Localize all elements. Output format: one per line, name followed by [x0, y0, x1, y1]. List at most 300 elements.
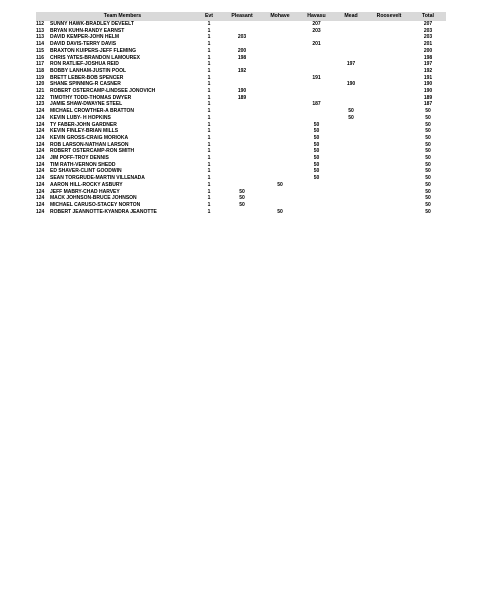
pleasant-score-cell: 200	[237, 47, 247, 54]
mohave-score-cell	[261, 48, 299, 55]
table-row	[36, 28, 446, 35]
pleasant-score-cell	[223, 182, 261, 189]
evt-cell: 1	[207, 34, 211, 41]
pleasant-score-cell: 198	[237, 54, 247, 61]
havasu-score-cell	[299, 34, 334, 41]
table-row	[36, 162, 446, 169]
pleasant-score-cell	[223, 75, 261, 82]
pleasant-score-cell: 203	[237, 34, 247, 41]
team-members-cell: BRYAN KUHN-RANDY EARNST	[50, 27, 125, 34]
havasu-score-cell	[299, 48, 334, 55]
table-row	[36, 128, 446, 135]
total-score-cell: 207	[423, 21, 433, 27]
total-score-cell: 190	[423, 88, 433, 95]
total-score-cell: 50	[425, 168, 431, 175]
roosevelt-score-cell	[368, 122, 410, 129]
pleasant-score-cell: 50	[239, 201, 245, 208]
team-members-cell: CHRIS YATES-BRANDON LAMOUREX	[50, 54, 140, 61]
mohave-score-cell	[261, 68, 299, 75]
evt-cell: 1	[207, 94, 211, 101]
team-members-cell: MICHAEL CARUSO-STACEY NORTON	[50, 201, 141, 208]
pleasant-score-cell	[223, 108, 261, 115]
pleasant-score-cell	[223, 115, 261, 122]
rank-cell: 124	[36, 208, 45, 215]
evt-cell: 1	[207, 148, 211, 155]
pleasant-score-cell	[223, 128, 261, 135]
table-row	[36, 108, 446, 115]
team-members-cell: RON RATLIEF-JOSHUA REID	[50, 61, 119, 68]
mead-score-cell	[334, 48, 368, 55]
table-row	[36, 195, 446, 202]
evt-cell: 1	[207, 201, 211, 208]
table-row	[36, 68, 446, 75]
havasu-score-cell	[299, 81, 334, 88]
pleasant-score-cell: 190	[237, 88, 247, 95]
header-mohave: Mohave	[261, 12, 299, 21]
team-members-cell: DAVID DAVIS-TERRY DAVIS	[50, 41, 117, 48]
mead-score-cell	[334, 34, 368, 41]
total-score-cell: 50	[425, 188, 431, 195]
mohave-score-cell	[261, 202, 299, 209]
header-rank	[36, 12, 50, 21]
team-members-cell: SUNNY HAWK-BRADLEY DEVEELT	[50, 21, 134, 27]
pleasant-score-cell	[223, 162, 261, 169]
mead-score-cell	[334, 95, 368, 102]
table-row	[36, 75, 446, 82]
havasu-score-cell	[299, 182, 334, 189]
havasu-score-cell	[299, 209, 334, 216]
roosevelt-score-cell	[368, 75, 410, 82]
total-score-cell: 203	[423, 34, 433, 41]
pleasant-score-cell	[223, 61, 261, 68]
mead-score-cell: 50	[348, 114, 354, 121]
team-members-cell: TY FABER-JOHN GARDNER	[50, 121, 117, 128]
rank-cell: 124	[36, 195, 45, 202]
table-row	[36, 148, 446, 155]
roosevelt-score-cell	[368, 209, 410, 216]
mead-score-cell	[334, 128, 368, 135]
mohave-score-cell	[261, 41, 299, 48]
mead-score-cell: 197	[346, 61, 356, 68]
total-score-cell: 50	[425, 195, 431, 202]
team-members-cell: MACK JOHNSON-BRUCE JOHNSON	[50, 195, 137, 202]
mead-score-cell	[334, 28, 368, 35]
havasu-score-cell	[299, 115, 334, 122]
mohave-score-cell	[261, 122, 299, 129]
havasu-score-cell: 50	[313, 121, 320, 128]
evt-cell: 1	[207, 74, 211, 81]
evt-cell: 1	[207, 121, 211, 128]
havasu-score-cell	[299, 202, 334, 209]
pleasant-score-cell	[223, 155, 261, 162]
total-score-cell: 50	[425, 175, 431, 182]
rank-cell: 122	[36, 94, 45, 101]
table-row	[36, 34, 446, 41]
table-row	[36, 81, 446, 88]
mead-score-cell	[334, 148, 368, 155]
evt-cell: 1	[207, 114, 211, 121]
mohave-score-cell	[261, 175, 299, 182]
evt-cell: 1	[207, 61, 211, 68]
rank-cell: 113	[36, 34, 45, 41]
havasu-score-cell	[299, 61, 334, 68]
table-row	[36, 41, 446, 48]
roosevelt-score-cell	[368, 48, 410, 55]
pleasant-score-cell	[223, 209, 261, 216]
evt-cell: 1	[207, 67, 211, 74]
roosevelt-score-cell	[368, 21, 410, 28]
total-score-cell: 50	[425, 141, 431, 148]
total-score-cell: 50	[425, 148, 431, 155]
mohave-score-cell	[261, 128, 299, 135]
havasu-score-cell	[299, 195, 334, 202]
pleasant-score-cell: 189	[237, 94, 247, 101]
rank-cell: 120	[36, 81, 45, 88]
rank-cell: 124	[36, 201, 45, 208]
mohave-score-cell	[261, 75, 299, 82]
team-members-cell: ROB LARSON-NATHAN LARSON	[50, 141, 129, 148]
total-score-cell: 50	[425, 201, 431, 208]
roosevelt-score-cell	[368, 135, 410, 142]
pleasant-score-cell	[223, 142, 261, 149]
roosevelt-score-cell	[368, 148, 410, 155]
team-members-cell: ROBERT OSTERCAMP-RON SMITH	[50, 148, 135, 155]
mohave-score-cell: 50	[277, 208, 283, 215]
total-score-cell: 201	[423, 41, 433, 48]
havasu-score-cell	[299, 189, 334, 196]
team-members-cell: JEFF MABRY-CHAD HARVEY	[50, 188, 120, 195]
table-row	[36, 168, 446, 175]
rank-cell: 124	[36, 161, 45, 168]
rank-cell: 124	[36, 175, 45, 182]
mead-score-cell	[334, 195, 368, 202]
table-row	[36, 21, 446, 28]
team-members-cell: SEAN TORGRUDE-MARTIN VILLENADA	[50, 175, 145, 182]
header-row	[36, 12, 446, 21]
roosevelt-score-cell	[368, 95, 410, 102]
evt-cell: 1	[207, 181, 211, 188]
mohave-score-cell	[261, 28, 299, 35]
havasu-score-cell: 50	[313, 161, 320, 168]
table-row	[36, 55, 446, 62]
table-row	[36, 209, 446, 216]
pleasant-score-cell	[223, 101, 261, 108]
evt-cell: 1	[207, 141, 211, 148]
total-score-cell: 187	[423, 101, 433, 108]
roosevelt-score-cell	[368, 155, 410, 162]
total-score-cell: 192	[423, 67, 433, 74]
total-score-cell: 50	[425, 208, 431, 215]
table-row	[36, 88, 446, 95]
roosevelt-score-cell	[368, 28, 410, 35]
evt-cell: 1	[207, 27, 211, 34]
havasu-score-cell: 50	[313, 148, 320, 155]
team-members-cell: KEVIN LUBY- H HOPKINS	[50, 114, 111, 121]
table-row	[36, 95, 446, 102]
havasu-score-cell: 201	[312, 41, 321, 48]
evt-cell: 1	[207, 128, 211, 135]
team-members-cell: MICHAEL CROWTHER-A BRATTON	[50, 108, 134, 115]
roosevelt-score-cell	[368, 115, 410, 122]
roosevelt-score-cell	[368, 182, 410, 189]
evt-cell: 1	[207, 195, 211, 202]
evt-cell: 1	[207, 88, 211, 95]
mohave-score-cell	[261, 34, 299, 41]
havasu-score-cell: 50	[313, 134, 320, 141]
rank-cell: 124	[36, 128, 45, 135]
havasu-score-cell	[299, 95, 334, 102]
evt-cell: 1	[207, 168, 211, 175]
team-members-cell: KEVIN GROSS-CRAIG MORIOKA	[50, 134, 129, 141]
team-members-cell: BOBBY LANHAM-JUSTIN POOL	[50, 67, 127, 74]
pleasant-score-cell: 50	[239, 188, 245, 195]
mohave-score-cell	[261, 108, 299, 115]
total-score-cell: 203	[423, 27, 433, 34]
table-row	[36, 142, 446, 149]
mohave-score-cell	[261, 115, 299, 122]
havasu-score-cell: 191	[312, 74, 321, 81]
rank-cell: 118	[36, 67, 45, 74]
table-row	[36, 135, 446, 142]
table-row	[36, 115, 446, 122]
rank-cell: 116	[36, 54, 45, 61]
pleasant-score-cell	[223, 175, 261, 182]
table-body	[36, 21, 446, 215]
pleasant-score-cell	[223, 21, 261, 28]
pleasant-score-cell	[223, 122, 261, 129]
header-havasu: Havasu	[299, 12, 334, 21]
total-score-cell: 191	[423, 74, 433, 81]
mead-score-cell	[334, 175, 368, 182]
team-members-cell: TIM RATH-VERNON SHEDD	[50, 161, 116, 168]
total-score-cell: 50	[425, 134, 431, 141]
roosevelt-score-cell	[368, 34, 410, 41]
pleasant-score-cell	[223, 41, 261, 48]
evt-cell: 1	[207, 161, 211, 168]
roosevelt-score-cell	[368, 81, 410, 88]
total-score-cell: 50	[425, 155, 431, 162]
mohave-score-cell	[261, 162, 299, 169]
table-row	[36, 61, 446, 68]
mead-score-cell	[334, 68, 368, 75]
roosevelt-score-cell	[368, 68, 410, 75]
mohave-score-cell	[261, 155, 299, 162]
roosevelt-score-cell	[368, 195, 410, 202]
rank-cell: 124	[36, 121, 45, 128]
evt-cell: 1	[207, 175, 211, 182]
roosevelt-score-cell	[368, 162, 410, 169]
havasu-score-cell	[299, 55, 334, 62]
total-score-cell: 50	[425, 161, 431, 168]
roosevelt-score-cell	[368, 101, 410, 108]
havasu-score-cell: 50	[313, 168, 320, 175]
roosevelt-score-cell	[368, 108, 410, 115]
roosevelt-score-cell	[368, 189, 410, 196]
team-members-cell: KEVIN FINLEY-BRIAN MILLS	[50, 128, 119, 135]
total-score-cell: 200	[423, 47, 433, 54]
team-members-cell: JIM POFF-TROY DENNIS	[50, 155, 109, 162]
mohave-score-cell	[261, 168, 299, 175]
mead-score-cell	[334, 88, 368, 95]
mead-score-cell	[334, 189, 368, 196]
pleasant-score-cell: 50	[239, 195, 245, 202]
mohave-score-cell	[261, 135, 299, 142]
mead-score-cell: 190	[346, 81, 356, 88]
total-score-cell: 198	[423, 54, 433, 61]
rank-cell: 121	[36, 88, 45, 95]
evt-cell: 1	[207, 41, 211, 48]
total-score-cell: 197	[423, 61, 433, 68]
team-members-cell: ED SHAVER-CLINT GOODWIN	[50, 168, 122, 175]
team-members-cell: ROBERT OSTERCAMP-LINDSEE JONOVICH	[50, 88, 156, 95]
team-members-cell: AARON HILL-ROCKY ASBURY	[50, 181, 123, 188]
mohave-score-cell	[261, 21, 299, 28]
header-total: Total	[410, 12, 446, 21]
mead-score-cell	[334, 209, 368, 216]
table-row	[36, 182, 446, 189]
total-score-cell: 50	[425, 181, 431, 188]
header-team-members: Team Members	[50, 12, 195, 21]
rank-cell: 124	[36, 141, 45, 148]
mead-score-cell	[334, 182, 368, 189]
evt-cell: 1	[207, 188, 211, 195]
table-header	[36, 12, 446, 21]
mohave-score-cell	[261, 148, 299, 155]
table-row	[36, 155, 446, 162]
total-score-cell: 50	[425, 128, 431, 135]
header-pleasant: Pleasant	[223, 12, 261, 21]
header-evt: Evt	[195, 12, 223, 21]
evt-cell: 1	[207, 208, 211, 215]
mohave-score-cell	[261, 81, 299, 88]
pleasant-score-cell	[223, 81, 261, 88]
table-row	[36, 202, 446, 209]
mohave-score-cell	[261, 195, 299, 202]
mohave-score-cell: 50	[277, 181, 283, 188]
mead-score-cell	[334, 41, 368, 48]
evt-cell: 1	[207, 155, 211, 162]
rank-cell: 124	[36, 155, 45, 162]
havasu-score-cell	[299, 68, 334, 75]
rank-cell: 119	[36, 74, 45, 81]
table-row	[36, 48, 446, 55]
mohave-score-cell	[261, 142, 299, 149]
mead-score-cell	[334, 101, 368, 108]
havasu-score-cell: 50	[313, 141, 320, 148]
evt-cell: 1	[207, 54, 211, 61]
team-members-cell: TIMOTHY TODD-THOMAS DWYER	[50, 94, 132, 101]
mead-score-cell	[334, 55, 368, 62]
total-score-cell: 190	[423, 81, 433, 88]
mead-score-cell	[334, 142, 368, 149]
roosevelt-score-cell	[368, 128, 410, 135]
mohave-score-cell	[261, 189, 299, 196]
mead-score-cell	[334, 135, 368, 142]
roosevelt-score-cell	[368, 55, 410, 62]
roosevelt-score-cell	[368, 175, 410, 182]
mead-score-cell	[334, 75, 368, 82]
rank-cell: 113	[36, 27, 45, 34]
total-score-cell: 50	[425, 114, 431, 121]
evt-cell: 1	[207, 21, 211, 27]
mohave-score-cell	[261, 101, 299, 108]
pleasant-score-cell	[223, 168, 261, 175]
header-mead: Mead	[334, 12, 368, 21]
havasu-score-cell: 50	[313, 155, 320, 162]
mohave-score-cell	[261, 95, 299, 102]
mead-score-cell	[334, 168, 368, 175]
roosevelt-score-cell	[368, 61, 410, 68]
mead-score-cell	[334, 202, 368, 209]
havasu-score-cell: 187	[312, 101, 321, 108]
rank-cell: 124	[36, 168, 45, 175]
roosevelt-score-cell	[368, 142, 410, 149]
mead-score-cell	[334, 162, 368, 169]
mead-score-cell	[334, 21, 368, 28]
team-members-cell: ROBERT JEANNOTTE-KYANDRA JEANOTTE	[50, 208, 157, 215]
mead-score-cell: 50	[348, 108, 354, 115]
rank-cell: 114	[36, 41, 45, 48]
table-row	[36, 122, 446, 129]
evt-cell: 1	[207, 101, 211, 108]
rank-cell: 112	[36, 21, 45, 27]
havasu-score-cell: 50	[313, 128, 320, 135]
rank-cell: 123	[36, 101, 45, 108]
rank-cell: 124	[36, 181, 45, 188]
team-members-cell: DAVID KEMPER-JOHN HELM	[50, 34, 120, 41]
evt-cell: 1	[207, 108, 211, 115]
header-roosevelt: Roosevelt	[368, 12, 410, 21]
havasu-score-cell: 50	[313, 175, 320, 182]
rank-cell: 124	[36, 134, 45, 141]
roosevelt-score-cell	[368, 168, 410, 175]
roosevelt-score-cell	[368, 41, 410, 48]
rank-cell: 124	[36, 148, 45, 155]
mead-score-cell	[334, 155, 368, 162]
table-row	[36, 189, 446, 196]
evt-cell: 1	[207, 134, 211, 141]
results-table	[36, 12, 446, 215]
total-score-cell: 50	[425, 121, 431, 128]
mohave-score-cell	[261, 88, 299, 95]
mohave-score-cell	[261, 55, 299, 62]
rank-cell: 124	[36, 188, 45, 195]
havasu-score-cell	[299, 108, 334, 115]
rank-cell: 117	[36, 61, 45, 68]
pleasant-score-cell	[223, 135, 261, 142]
pleasant-score-cell	[223, 148, 261, 155]
pleasant-score-cell	[223, 28, 261, 35]
total-score-cell: 50	[425, 108, 431, 115]
pleasant-score-cell: 192	[237, 67, 247, 74]
evt-cell: 1	[207, 47, 211, 54]
havasu-score-cell: 203	[312, 27, 321, 34]
havasu-score-cell	[299, 88, 334, 95]
table-row	[36, 101, 446, 108]
team-members-cell: BRAXTON KUIPERS-JEFF FLEMING	[50, 47, 137, 54]
team-members-cell: BRETT LEBER-BOB SPENCER	[50, 74, 124, 81]
evt-cell: 1	[207, 81, 211, 88]
roosevelt-score-cell	[368, 202, 410, 209]
roosevelt-score-cell	[368, 88, 410, 95]
total-score-cell: 189	[423, 94, 433, 101]
team-members-cell: SHANE SPINNING-R CASNER	[50, 81, 121, 88]
rank-cell: 124	[36, 108, 45, 115]
rank-cell: 124	[36, 114, 45, 121]
team-members-cell: JAMIE SHAW-DWAYNE STEEL	[50, 101, 123, 108]
mead-score-cell	[334, 122, 368, 129]
table-row	[36, 175, 446, 182]
